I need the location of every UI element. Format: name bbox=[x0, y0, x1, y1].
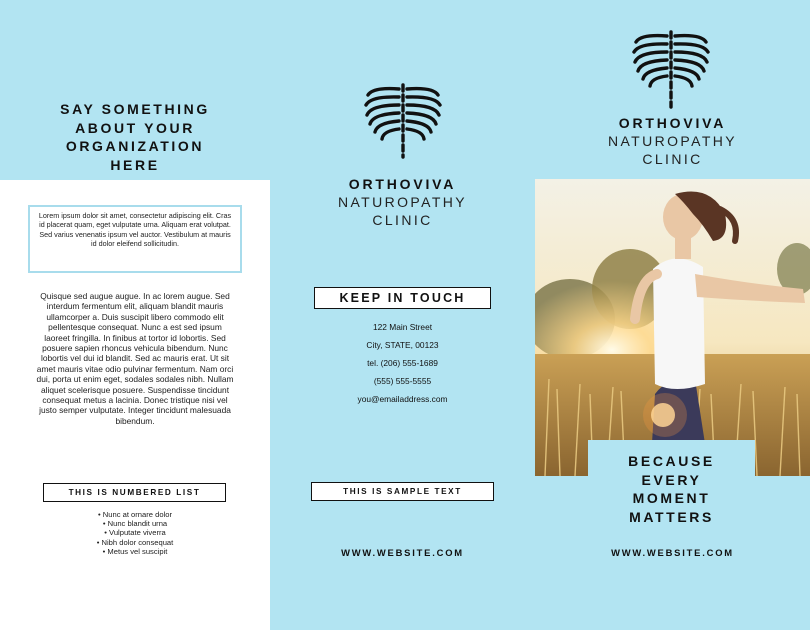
brand-subtitle: CLINIC bbox=[372, 212, 433, 228]
tagline-box: BECAUSE EVERY MOMENT MATTERS bbox=[588, 440, 755, 528]
phone-line: (555) 555-5555 bbox=[373, 376, 432, 386]
brand-block bbox=[270, 176, 535, 229]
right-panel bbox=[535, 0, 810, 630]
intro-text-box: Lorem ipsum dolor sit amet, consectetur adipiscing elit. Cras id placerat quam, eget vulputate urna. Aliquam erat volutpat. Sed varius venenatis ipsum vel auctor. Vestibulum at mauris id dolor eleifend sollicitudin. bbox=[28, 205, 242, 273]
keep-in-touch-title: KEEP IN TOUCH bbox=[314, 287, 491, 309]
left-panel bbox=[0, 0, 270, 630]
ribcage-spine-icon bbox=[363, 83, 443, 164]
brand-block bbox=[535, 115, 810, 168]
address-line: 122 Main Street bbox=[372, 322, 433, 332]
website-text: WWW.WEBSITE.COM bbox=[611, 547, 734, 558]
list-item: • Vulputate viverra bbox=[0, 528, 270, 537]
middle-panel bbox=[270, 0, 535, 630]
website-text: WWW.WEBSITE.COM bbox=[341, 547, 464, 558]
brand-name: ORTHOVIVA bbox=[348, 176, 457, 192]
city-line: City, STATE, 00123 bbox=[366, 340, 439, 350]
sample-text-title: THIS IS SAMPLE TEXT bbox=[311, 482, 494, 501]
contact-info bbox=[270, 318, 535, 408]
organization-heading: SAY SOMETHING ABOUT YOUR ORGANIZATION HERE bbox=[60, 101, 210, 173]
ribcage-spine-icon bbox=[631, 30, 711, 115]
email-line: you@emailaddress.com bbox=[357, 394, 448, 404]
numbered-list-title: THIS IS NUMBERED LIST bbox=[43, 483, 226, 502]
list-item: • Nunc blandit urna bbox=[0, 519, 270, 528]
brand-subtitle: CLINIC bbox=[642, 151, 703, 167]
woman-in-wheat-field-photo bbox=[535, 179, 810, 476]
list-item: • Metus vel suscipit bbox=[0, 547, 270, 556]
list-item: • Nunc at ornare dolor bbox=[0, 510, 270, 519]
body-text: Quisque sed augue augue. In ac lorem augue. Sed interdum fermentum elit, aliquam blandit mauris ullamcorper a. Duis suscipit libero commodo elit pellentesque consequat. Nunc a est sed ipsum laoreet fringilla. In finibus at tortor id lobortis. Sed posuere sapien rhoncus vehicula bibendum. Nunc lobortis vel dui id blandit. Sed ac mauris erat. Ut sit amet mauris vitae odio pulvinar fermentum. Nam orci dui, porta ut enim eget, sodales sodales nibh. Nullam aliquet scelerisque posuere. Suspendisse tincidunt consequat metus a lacinia. Donec tristique nisi vel justo semper vulputate. Integer tincidunt malesuada bibendum. bbox=[36, 291, 234, 426]
brand-name: ORTHOVIVA bbox=[618, 115, 727, 131]
brand-subtitle: NATUROPATHY bbox=[607, 133, 738, 149]
bullet-list bbox=[0, 510, 270, 556]
list-item: • Nibh dolor consequat bbox=[0, 538, 270, 547]
phone-line: tel. (206) 555-1689 bbox=[367, 358, 438, 368]
brand-subtitle: NATUROPATHY bbox=[337, 194, 468, 210]
